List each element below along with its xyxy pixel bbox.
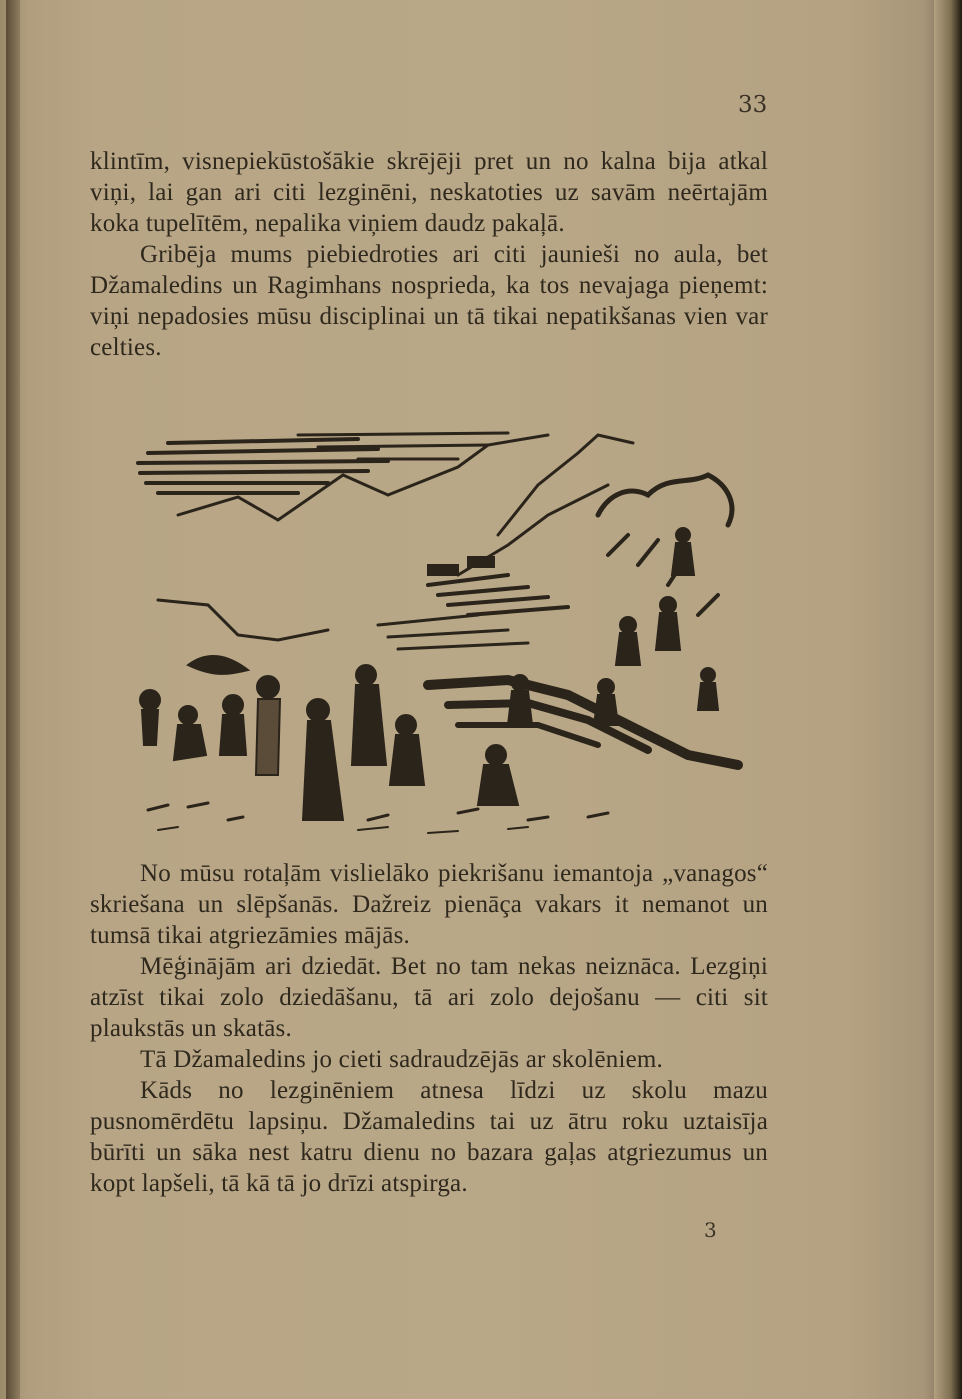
page-number: 33 bbox=[738, 92, 768, 118]
top-paragraph: Gribēja mums piebiedroties ari citi jaunieši no aula, bet Džamaledins un Ragimhans nosprieda, ka tos nevajaga pieņemt: viņi nepadosies mūsu disciplinai un tā tikai nepatikšanas vien var celties. bbox=[90, 241, 768, 361]
page-edge bbox=[934, 0, 962, 1399]
top-paragraph: klintīm, visnepiekūstošākie skrējēji pret un no kalna bija atkal viņi, lai gan ari citi lezginēni, neskatoties uz savām neērtajām koka tupelītēm, nepalika viņiem daudz pakaļā. bbox=[90, 148, 768, 237]
page-gutter bbox=[6, 0, 20, 1399]
bottom-paragraph: No mūsu rotaļām vislielāko piekrišanu iemantoja „vanagos“ skriešana un slēpšanās. Dažreiz pienāça vakars it nemanot un tumsā tikai atgriezāmies mājās. bbox=[90, 860, 768, 949]
text-block-bottom bbox=[90, 858, 768, 1199]
bottom-paragraph: Mēģinājām ari dziedāt. Bet no tam nekas neiznāca. Lezgiņi atzīst tikai zolo dziedāšanu, tā ari zolo dejošanu — citi sit plaukstās un skatās. bbox=[90, 953, 768, 1042]
illustration-mountain-children bbox=[128, 425, 748, 855]
text-block-top bbox=[90, 146, 768, 363]
bottom-paragraph: Tā Džamaledins jo cieti sadraudzējās ar skolēniem. bbox=[140, 1046, 663, 1073]
signature-mark: 3 bbox=[704, 1218, 717, 1242]
bottom-paragraph: Kāds no lezginēniem atnesa līdzi uz skolu mazu pusnomērdētu lapsiņu. Džamaledins tai uz ātru roku uztaisīja būrīti un sāka nest katru dienu no bazara gaļas atgriezumus un kopt lapšeli, tā kā tā jo drīzi atspirga. bbox=[90, 1077, 768, 1197]
